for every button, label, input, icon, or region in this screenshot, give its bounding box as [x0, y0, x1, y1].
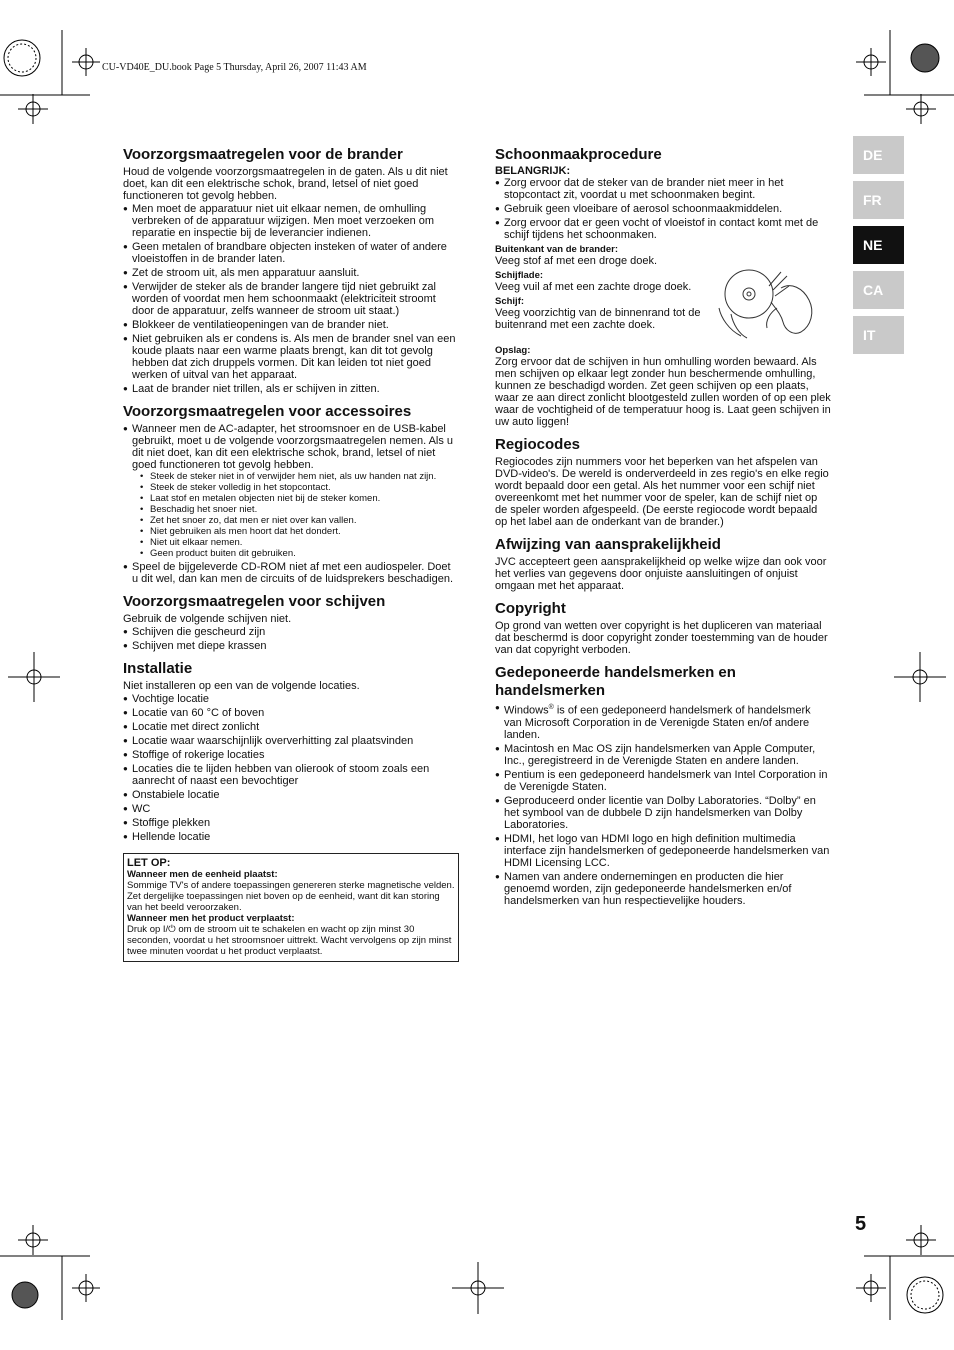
list-item: ● Stoffige plekken	[123, 817, 459, 829]
list-item: ● Hellende locatie	[123, 831, 459, 843]
heading-regiocodes: Regiocodes	[495, 436, 581, 453]
section-copyright	[495, 600, 831, 656]
list-item: ● HDMI, het logo van HDMI logo en high definition multimedia interface zijn handelsmerken of gedeponeerde handelsmerken van HDMI Licensing LCC.	[495, 833, 831, 869]
installatie-intro: Niet installeren op een van de volgende locaties.	[123, 680, 360, 692]
page-number: 5	[855, 1213, 867, 1235]
opslag-label: Opslag:	[495, 345, 531, 356]
afwijzing-text: JVC accepteert geen aansprakelijkheid op welke wijze dan ook voor het verlies van gegevens door onjuiste aansluitingen of onjuist omgaan met het apparaat.	[495, 556, 827, 592]
list-item: ● Schijven met diepe krassen	[123, 640, 459, 652]
section-handelsmerken	[495, 664, 831, 907]
sub-list-item: • Niet uit elkaar nemen.	[132, 537, 459, 548]
list-item: ● Schijven die gescheurd zijn	[123, 626, 459, 638]
section-afwijzing	[495, 536, 831, 592]
sub-list-item: • Steek de steker niet in of verwijder hem niet, als uw handen nat zijn.	[132, 471, 459, 482]
schijven-list	[123, 626, 459, 652]
accessoires-sublist	[132, 471, 459, 559]
tab-de[interactable]: DE	[853, 136, 904, 174]
schijflade-text: Veeg vuil af met een zachte droge doek.	[495, 281, 692, 293]
list-item: ● Locatie van 60 °C of boven	[123, 707, 459, 719]
heading-brander: Voorzorgsmaatregelen voor de brander	[123, 146, 403, 163]
tab-fr[interactable]: FR	[853, 181, 904, 219]
sub-list-item: • Beschadig het snoer niet.	[132, 504, 459, 515]
brander-list	[123, 203, 459, 395]
caution-subheading: Wanneer men de eenheid plaatst:	[127, 869, 278, 880]
file-header: CU-VD40E_DU.book Page 5 Thursday, April 26, 2007 11:43 AM	[102, 62, 367, 73]
language-tabs	[853, 136, 904, 361]
sub-list-item: • Laat stof en metalen objecten niet bij de steker komen.	[132, 493, 459, 504]
buitenkant-label: Buitenkant van de brander:	[495, 244, 618, 255]
caution-text: Druk op I/⏻ om de stroom uit te schakelen en wacht op zijn minst 30 seconden, voordat u het stroomsnoer uittrekt. Wacht vervolgens op zijn minst twee minuten voordat u het product verplaatst.	[127, 924, 452, 957]
accessoires-item-text: Wanneer men de AC-adapter, het stroomsnoer en de USB-kabel gebruikt, moet u de volgende voorzorgsmaatregelen nemen. Als u dit niet doet, kan dit een elektrische schok, brand, letsel of niet goed functioneren tot gevolg hebben.	[132, 423, 454, 471]
list-item: ● Namen van andere ondernemingen en producten die hier genoemd worden, zijn gedeponeerde handelsmerken en/of handelsmerken van hun respectievelijke houders.	[495, 871, 831, 907]
list-item: ● Locatie met direct zonlicht	[123, 721, 459, 733]
section-brander	[123, 146, 459, 395]
list-item: ● Locatie waar waarschijnlijk oververhitting zal plaatsvinden	[123, 735, 459, 747]
schijf-text: Veeg voorzichtig van de binnenrand tot de buitenrand met een zachte doek.	[495, 307, 701, 331]
list-item: ● Zet de stroom uit, als men apparatuur aansluit.	[123, 267, 459, 279]
list-item	[495, 702, 831, 741]
regiocodes-text: Regiocodes zijn nummers voor het beperken van het afspelen van DVD-video's. De wereld is onderverdeeld in zes regio's en elke regio wordt bepaald door een getal. Als het nummer voor een schijf niet overeenkomt met het nummer voor de speler, kan de schijf niet op de speler worden afgespeeld. (De eerste regiocode wordt bepaald op het label aan de onderkant van de brander.)	[495, 456, 829, 528]
list-item: ● Geproduceerd onder licentie van Dolby Laboratories. “Dolby” en het symbool van de dubbele D zijn handelsmerken van Dolby Laboratories.	[495, 795, 831, 831]
list-item: ● Macintosh en Mac OS zijn handelsmerken van Apple Computer, Inc., geregistreerd in de Verenigde Staten en andere landen.	[495, 743, 831, 767]
list-item: ● Stoffige of rokerige locaties	[123, 749, 459, 761]
heading-accessoires: Voorzorgsmaatregelen voor accessoires	[123, 403, 412, 420]
heading-afwijzing: Afwijzing van aansprakelijkheid	[495, 536, 721, 553]
sub-list-item: • Steek de steker volledig in het stopcontact.	[132, 482, 459, 493]
sub-list-item: • Geen product buiten dit gebruiken.	[132, 548, 459, 559]
list-item: ● Men moet de apparatuur niet uit elkaar nemen, de omhulling verbreken of de apparatuur wijzigen. Men moet verzoeken om reparatie en inspectie bij de leverancier indienen.	[123, 203, 459, 239]
list-item: ● Zorg ervoor dat de steker van de brander niet meer in het stopcontact zit, voordat u met schoonmaken begint.	[495, 177, 831, 201]
installatie-list	[123, 693, 459, 843]
list-item: ● Verwijder de steker als de brander langere tijd niet gebruikt zal worden of voordat men hem schoonmaakt (elektriciteit stroomt door de apparatuur, zelfs wanneer de stroom uit staat.)	[123, 281, 459, 317]
belangrijk-label: BELANGRIJK:	[495, 165, 571, 177]
list-item: ● Zorg ervoor dat er geen vocht of vloeistof in contact komt met de schijf tijdens het schoonmaken.	[495, 217, 831, 241]
heading-copyright: Copyright	[495, 600, 566, 617]
sub-list-item: • Niet gebruiken als men hoort dat het dondert.	[132, 526, 459, 537]
left-column	[123, 146, 459, 962]
windows-text-rest: is of een gedeponeerd handelsmerk of handelsmerk van Microsoft Corporation in de Verenigde Staten en/of andere landen.	[504, 704, 811, 741]
list-item: ● WC	[123, 803, 459, 815]
list-item: ● Vochtige locatie	[123, 693, 459, 705]
heading-handelsmerken: Gedeponeerde handelsmerken en handelsmerken	[495, 664, 736, 699]
schijflade-label: Schijflade:	[495, 270, 544, 281]
list-item: ● Niet gebruiken als er condens is. Als men de brander snel van een koude plaats naar een warme plaats brengt, kan dit tot gevolg hebben dat zich druppels vormen. Dit kan leiden tot niet goed werken of uitval van het apparaat.	[123, 333, 459, 381]
list-item: ● Pentium is een gedeponeerd handelsmerk van Intel Corporation in de Verenigde Staten.	[495, 769, 831, 793]
caution-box	[123, 853, 459, 962]
section-schoonmaak	[495, 146, 831, 428]
disc-cleaning-illustration	[711, 268, 831, 340]
schijven-intro: Gebruik de volgende schijven niet.	[123, 613, 292, 625]
section-regiocodes	[495, 436, 831, 528]
list-item: ● Laat de brander niet trillen, als er schijven in zitten.	[123, 383, 459, 395]
copyright-text: Op grond van wetten over copyright is het dupliceren van materiaal dat beschermd is door copyright zonder toestemming van de houder van dat copyright verboden.	[495, 620, 828, 656]
tab-ne[interactable]: NE	[853, 226, 904, 264]
windows-text: Windows	[504, 704, 549, 717]
opslag-text: Zorg ervoor dat de schijven in hun omhulling worden bewaard. Als men schijven op elkaar legt zonder hun beschermende omhulling, kunnen ze beschadigd worden. Zet geen schijven op een plaats, waar ze aan direct zonlicht blootgesteld zullen worden of op een plek waar de vochtigheid of de temperatuur hoog is. Laat geen schijven in uw auto liggen!	[495, 356, 831, 428]
handelsmerken-list	[495, 702, 831, 907]
list-item: ● Onstabiele locatie	[123, 789, 459, 801]
tab-it[interactable]: IT	[853, 316, 904, 354]
list-item	[123, 423, 459, 559]
list-item: ● Blokkeer de ventilatieopeningen van de brander niet.	[123, 319, 459, 331]
list-item: ● Gebruik geen vloeibare of aerosol schoonmaakmiddelen.	[495, 203, 831, 215]
caution-title: LET OP:	[127, 857, 171, 869]
section-schijven	[123, 593, 459, 652]
section-installatie	[123, 660, 459, 843]
schoonmaak-list	[495, 177, 831, 241]
accessoires-list	[123, 423, 459, 585]
heading-schijven: Voorzorgsmaatregelen voor schijven	[123, 593, 386, 610]
tab-ca[interactable]: CA	[853, 271, 904, 309]
list-item: ● Speel de bijgeleverde CD-ROM niet af met een audiospeler. Doet u dit wel, dan kan men de circuits of de luidsprekers beschadigen.	[123, 561, 459, 585]
heading-installatie: Installatie	[123, 660, 193, 677]
heading-schoonmaak: Schoonmaakprocedure	[495, 146, 662, 163]
sub-list-item: • Zet het snoer zo, dat men er niet over kan vallen.	[132, 515, 459, 526]
list-item: ● Locaties die te lijden hebben van olierook of stoom zoals een aanrecht of naast een bevochtiger	[123, 763, 459, 787]
registered-mark: ®	[548, 704, 554, 711]
buitenkant-text: Veeg stof af met een droge doek.	[495, 255, 658, 267]
schijf-label: Schijf:	[495, 296, 525, 307]
caution-text: Sommige TV's of andere toepassingen genereren sterke magnetische velden. Zet dergelijke toepassingen niet boven op de eenheid, want dit kan storing van het beeld veroorzaken.	[127, 880, 455, 913]
brander-intro: Houd de volgende voorzorgsmaatregelen in de gaten. Als u dit niet doet, kan dit een elektrische schok, brand, letsel of niet goed functioneren tot gevolg hebben.	[123, 166, 448, 202]
list-item: ● Geen metalen of brandbare objecten insteken of water of andere vloeistoffen in de brander laten.	[123, 241, 459, 265]
section-accessoires	[123, 403, 459, 585]
caution-subheading: Wanneer men het product verplaatst:	[127, 913, 295, 924]
right-column	[495, 146, 831, 915]
